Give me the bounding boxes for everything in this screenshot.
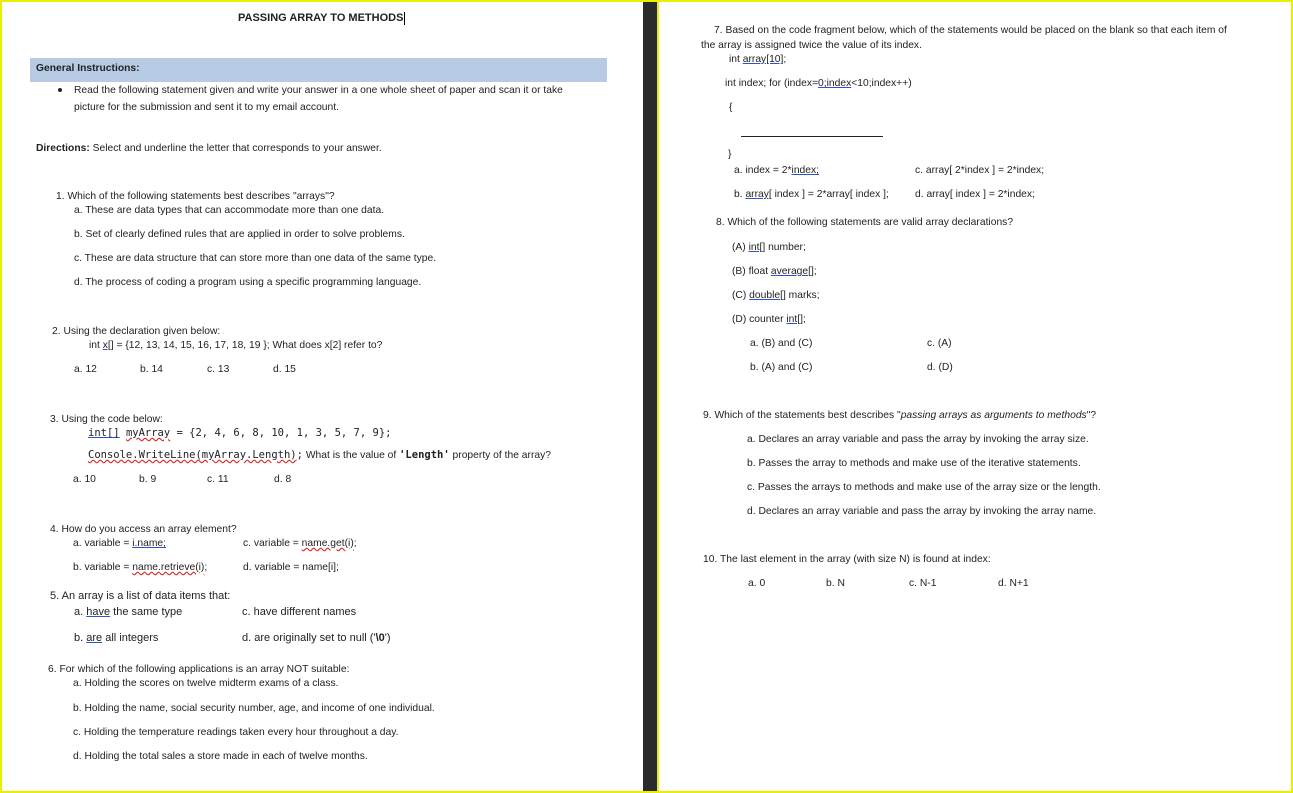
question-3-option-a: a. 10 bbox=[73, 474, 96, 485]
question-5-option-a: a. have the same type bbox=[74, 606, 183, 618]
question-7-option-b: b. array[ index ] = 2*array[ index ]; bbox=[734, 189, 889, 200]
question-3-code-line-1: int[] myArray = {2, 4, 6, 8, 10, 1, 3, 5, 7, 9}; bbox=[88, 427, 392, 439]
question-10-option-b: b. N bbox=[826, 578, 845, 589]
question-2-option-b: b. 14 bbox=[140, 364, 163, 375]
document-page-right[interactable] bbox=[659, 2, 1291, 791]
question-6-stem: 6. For which of the following applications is an array NOT suitable: bbox=[48, 664, 350, 675]
question-2-option-c: c. 13 bbox=[207, 364, 230, 375]
question-8-declaration-d: (D) counter int[]; bbox=[732, 314, 806, 325]
answer-blank-line bbox=[741, 136, 883, 137]
directions: Directions: Select and underline the letter that corresponds to your answer. bbox=[36, 143, 382, 154]
question-10-option-d: d. N+1 bbox=[998, 578, 1029, 589]
question-7-stem-line-1: 7. Based on the code fragment below, which of the statements would be placed on the blank so that each item of bbox=[714, 25, 1227, 36]
question-10-option-a: a. 0 bbox=[748, 578, 766, 589]
question-1-option-a: a. These are data types that can accommodate more than one data. bbox=[74, 205, 385, 216]
question-5-option-c: c. have different names bbox=[242, 606, 357, 618]
question-6-option-a: a. Holding the scores on twelve midterm exams of a class. bbox=[73, 678, 339, 689]
question-4-option-d: d. variable = name[i]; bbox=[243, 562, 339, 573]
instruction-line-2: picture for the submission and sent it to my email account. bbox=[74, 102, 339, 113]
question-9-option-b: b. Passes the array to methods and make use of the iterative statements. bbox=[747, 458, 1081, 469]
question-7-stem-line-2: the array is assigned twice the value of its index. bbox=[701, 40, 922, 51]
question-6-option-c: c. Holding the temperature readings taken every hour throughout a day. bbox=[73, 727, 399, 738]
question-5-stem: 5. An array is a list of data items that: bbox=[50, 590, 231, 602]
question-1-stem: 1. Which of the following statements best describes "arrays"? bbox=[56, 191, 335, 202]
question-2-option-a: a. 12 bbox=[74, 364, 97, 375]
question-7-option-c: c. array[ 2*index ] = 2*index; bbox=[915, 165, 1045, 176]
question-4-option-b: b. variable = name.retrieve(i); bbox=[73, 562, 208, 573]
question-7-code-line-1: int array[10]; bbox=[729, 54, 787, 65]
bullet-icon bbox=[58, 88, 62, 92]
question-9-option-c: c. Passes the arrays to methods and make use of the array size or the length. bbox=[747, 482, 1101, 493]
question-7-option-d: d. array[ index ] = 2*index; bbox=[915, 189, 1035, 200]
question-9-option-d: d. Declares an array variable and pass the array by invoking the array name. bbox=[747, 506, 1097, 517]
question-8-stem: 8. Which of the following statements are valid array declarations? bbox=[716, 217, 1014, 228]
question-6-option-d: d. Holding the total sales a store made in each of twelve months. bbox=[73, 751, 368, 762]
question-7-option-a: a. index = 2*index; bbox=[734, 165, 820, 176]
text-cursor bbox=[404, 12, 405, 25]
question-8-declaration-a: (A) int[] number; bbox=[732, 242, 806, 253]
general-instructions-heading: General Instructions: bbox=[30, 58, 607, 82]
question-8-option-b: b. (A) and (C) bbox=[750, 362, 813, 373]
question-2-option-d: d. 15 bbox=[273, 364, 296, 375]
question-3-option-b: b. 9 bbox=[139, 474, 157, 485]
question-6-option-b: b. Holding the name, social security number, age, and income of one individual. bbox=[73, 703, 435, 714]
question-3-code-line-2: Console.WriteLine(myArray.Length); What is the value of 'Length' property of the array? bbox=[88, 449, 551, 461]
question-10-stem: 10. The last element in the array (with size N) is found at index: bbox=[703, 554, 991, 565]
question-8-option-a: a. (B) and (C) bbox=[750, 338, 813, 349]
question-4-stem: 4. How do you access an array element? bbox=[50, 524, 237, 535]
question-8-option-c: c. (A) bbox=[927, 338, 952, 349]
instruction-line-1: Read the following statement given and write your answer in a one whole sheet of paper and scan it or take bbox=[74, 85, 563, 96]
question-9-stem: 9. Which of the statements best describes "passing arrays as arguments to methods"? bbox=[703, 410, 1097, 421]
question-5-option-b: b. are all integers bbox=[74, 632, 159, 644]
question-8-declaration-c: (C) double[] marks; bbox=[732, 290, 820, 301]
question-7-open-brace: { bbox=[729, 102, 733, 113]
document-page-left[interactable] bbox=[2, 2, 643, 791]
question-3-option-c: c. 11 bbox=[207, 474, 229, 485]
question-2-stem: 2. Using the declaration given below: bbox=[52, 326, 221, 337]
question-7-code-line-2: int index; for (index=0;index<10;index++) bbox=[725, 78, 912, 89]
question-1-option-d: d. The process of coding a program using a specific programming language. bbox=[74, 277, 422, 288]
question-2-code: int x[] = {12, 13, 14, 15, 16, 17, 18, 19 }; What does x[2] refer to? bbox=[89, 340, 383, 351]
question-1-option-c: c. These are data structure that can store more than one data of the same type. bbox=[74, 253, 437, 264]
question-4-option-a: a. variable = i.name; bbox=[73, 538, 167, 549]
question-7-close-brace: } bbox=[728, 149, 732, 160]
question-1-option-b: b. Set of clearly defined rules that are applied in order to solve problems. bbox=[74, 229, 405, 240]
page-title[interactable]: PASSING ARRAY TO METHODS bbox=[238, 12, 404, 24]
question-5-option-d: d. are originally set to null ('\0') bbox=[242, 632, 391, 644]
question-10-option-c: c. N-1 bbox=[909, 578, 937, 589]
question-9-option-a: a. Declares an array variable and pass the array by invoking the array size. bbox=[747, 434, 1089, 445]
question-3-stem: 3. Using the code below: bbox=[50, 414, 163, 425]
question-8-declaration-b: (B) float average[]; bbox=[732, 266, 817, 277]
question-4-option-c: c. variable = name.get(i); bbox=[243, 538, 357, 549]
question-8-option-d: d. (D) bbox=[927, 362, 953, 373]
question-3-option-d: d. 8 bbox=[274, 474, 292, 485]
